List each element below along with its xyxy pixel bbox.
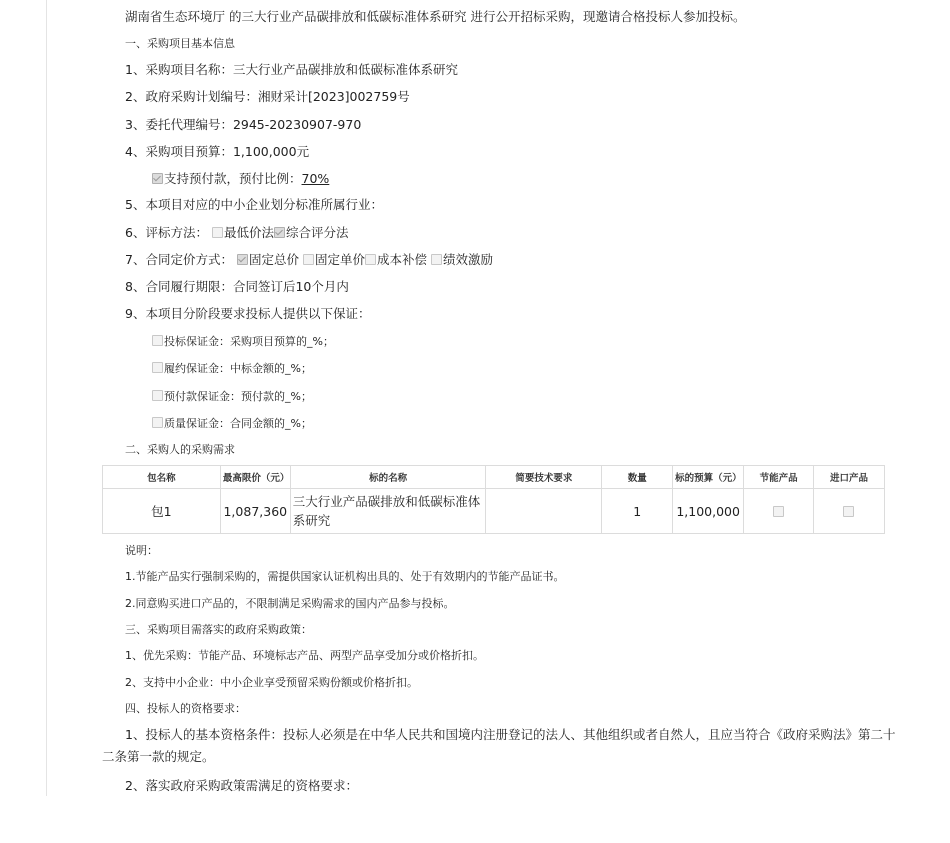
- header-quantity: 数量: [602, 466, 673, 489]
- header-subject: 标的名称: [290, 466, 486, 489]
- energy-saving-checkbox[interactable]: [773, 506, 784, 517]
- page-left-border: [46, 0, 47, 796]
- header-budget: 标的预算（元）: [673, 466, 744, 489]
- bid-bond-label: 投标保证金：采购项目预算的_%；: [164, 335, 334, 348]
- project-name: 1、采购项目名称：三大行业产品碳排放和低碳标准体系研究: [125, 62, 458, 77]
- header-energy-saving: 节能产品: [744, 466, 814, 489]
- imported-checkbox[interactable]: [843, 506, 854, 517]
- intro-text: 湖南省生态环境厅 的三大行业产品碳排放和低碳标准体系研究 进行公开招标采购，现邀请合格投标人参加投标。: [125, 9, 746, 24]
- prepay-bond-row: [152, 388, 312, 406]
- fixed-unit-option: 固定单价: [314, 252, 365, 267]
- quality-bond-checkbox[interactable]: [152, 417, 163, 428]
- prepay-label: 支持预付款，预付比例：: [164, 171, 302, 186]
- performance-bond-label: 履约保证金：中标金额的_%；: [164, 362, 312, 375]
- contract-period: 8、合同履行期限：合同签订后10个月内: [125, 279, 349, 294]
- cell-package: 包1: [103, 489, 221, 534]
- policy-qualification: 2、落实政府采购政策需满足的资格要求：: [125, 778, 358, 793]
- bid-bond-row: [152, 333, 334, 351]
- quality-bond-label: 质量保证金：合同金额的_%；: [164, 417, 312, 430]
- evaluation-method-label: 6、评标方法：: [125, 225, 208, 240]
- note-title: 说明：: [125, 544, 158, 557]
- pricing-method-label: 7、合同定价方式：: [125, 252, 233, 267]
- project-budget: 4、采购项目预算：1,100,000元: [125, 144, 310, 159]
- quality-bond-row: [152, 415, 312, 433]
- cell-max-price: 1,087,360: [220, 489, 290, 534]
- comprehensive-score-option: 综合评分法: [285, 225, 349, 240]
- section1-heading: 一、采购项目基本信息: [125, 37, 235, 50]
- performance-incentive-option: 绩效激励: [442, 252, 493, 267]
- prepay-bond-label: 预付款保证金：预付款的_%；: [164, 390, 312, 403]
- pricing-method-row: [125, 251, 493, 269]
- bid-bond-checkbox[interactable]: [152, 335, 163, 346]
- lowest-price-checkbox[interactable]: [212, 227, 223, 238]
- comprehensive-score-checkbox[interactable]: [274, 227, 285, 238]
- cell-subject: 三大行业产品碳排放和低碳标准体系研究: [290, 489, 486, 534]
- header-package: 包名称: [103, 466, 221, 489]
- header-imported: 进口产品: [814, 466, 885, 489]
- section2-heading: 二、采购人的采购需求: [125, 443, 235, 456]
- agency-number: 3、委托代理编号：2945-20230907-970: [125, 117, 362, 132]
- performance-bond-row: [152, 360, 312, 378]
- fixed-total-checkbox[interactable]: [237, 254, 248, 265]
- cell-budget: 1,100,000: [673, 489, 744, 534]
- cost-compensation-checkbox[interactable]: [365, 254, 376, 265]
- header-max-price: 最高限价（元）: [220, 466, 290, 489]
- guarantee-intro: 9、本项目分阶段要求投标人提供以下保证：: [125, 306, 371, 321]
- policy-sme-support: 2、支持中小企业：中小企业享受预留采购份额或价格折扣。: [125, 676, 418, 689]
- industry-standard: 5、本项目对应的中小企业划分标准所属行业：: [125, 197, 383, 212]
- note-energy-saving: 1.节能产品实行强制采购的，需提供国家认证机构出具的、处于有效期内的节能产品证书。: [125, 570, 565, 583]
- header-tech-req: 简要技术要求: [486, 466, 602, 489]
- prepay-bond-checkbox[interactable]: [152, 390, 163, 401]
- cost-compensation-option: 成本补偿: [376, 252, 427, 267]
- cell-energy-saving: [744, 489, 814, 534]
- table-row: [103, 489, 885, 534]
- table-header-row: [103, 466, 885, 489]
- fixed-total-option: 固定总价: [248, 252, 299, 267]
- prepay-checkbox[interactable]: [152, 173, 163, 184]
- plan-number: 2、政府采购计划编号：湘财采计[2023]002759号: [125, 89, 410, 104]
- requirements-table: [102, 465, 885, 534]
- note-imported: 2.同意购买进口产品的，不限制满足采购需求的国内产品参与投标。: [125, 597, 455, 610]
- evaluation-method-row: [125, 224, 348, 242]
- performance-bond-checkbox[interactable]: [152, 362, 163, 373]
- performance-incentive-checkbox[interactable]: [431, 254, 442, 265]
- basic-qualification: 1、投标人的基本资格条件：投标人必须是在中华人民共和国境内注册登记的法人、其他组织或者自然人，且应当符合《政府采购法》第二十二条第一款的规定。: [102, 727, 896, 764]
- section3-heading: 三、采购项目需落实的政府采购政策：: [125, 623, 312, 636]
- cell-quantity: 1: [602, 489, 673, 534]
- cell-tech-req: [486, 489, 602, 534]
- section4-heading: 四、投标人的资格要求：: [125, 702, 246, 715]
- prepay-ratio: 70%: [301, 171, 330, 186]
- prepay-row: [152, 170, 329, 188]
- policy-priority-purchase: 1、优先采购：节能产品、环境标志产品、两型产品享受加分或价格折扣。: [125, 649, 484, 662]
- cell-imported: [814, 489, 885, 534]
- fixed-unit-checkbox[interactable]: [303, 254, 314, 265]
- lowest-price-option: 最低价法: [223, 225, 274, 240]
